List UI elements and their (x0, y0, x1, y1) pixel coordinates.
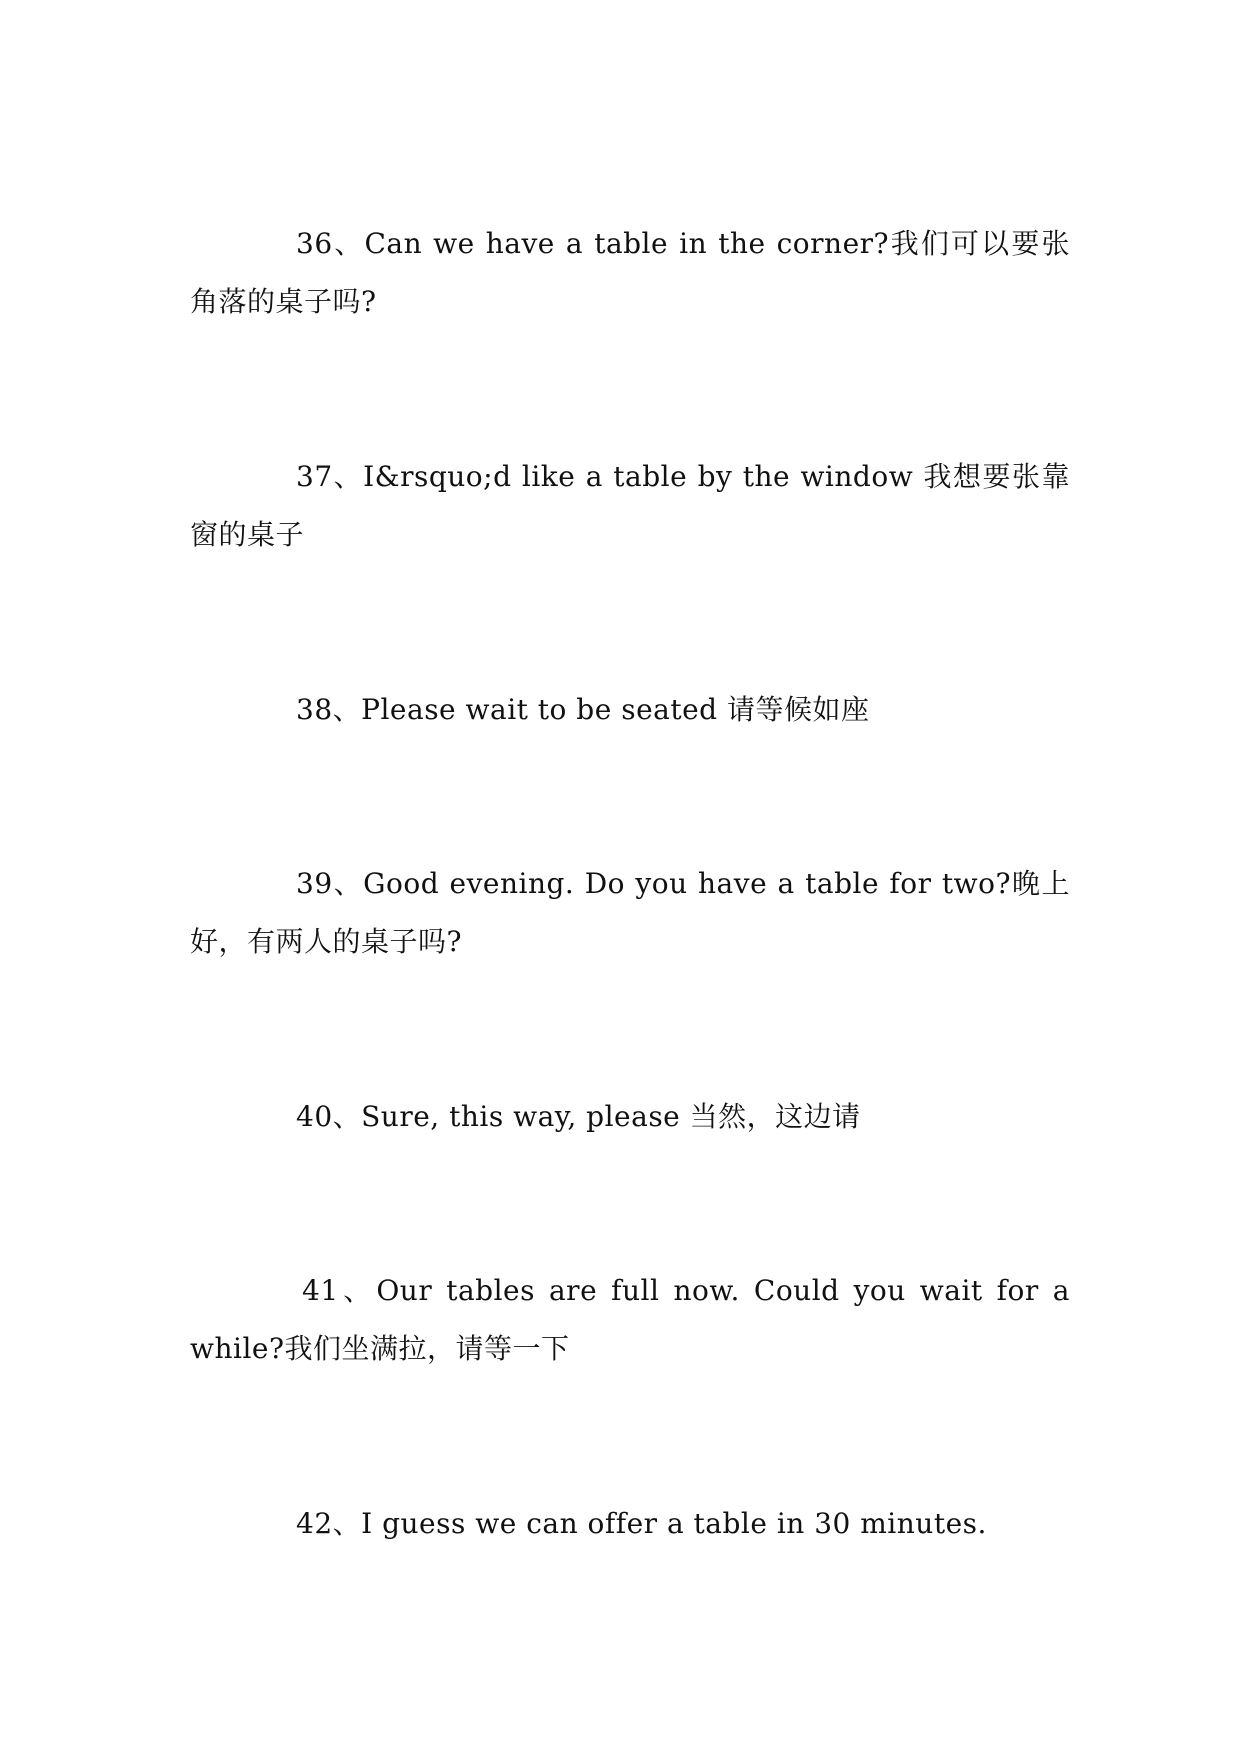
phrase-paragraph-37: 37、I&rsquo;d like a table by the window 我想要张靠窗的桌子 (190, 460, 1070, 551)
phrase-paragraph-38: 38、Please wait to be seated 请等候如座 (296, 693, 870, 726)
phrase-paragraph-36: 36、Can we have a table in the corner?我们可以要张角落的桌子吗? (190, 227, 1070, 318)
phrase-paragraph-39: 39、Good evening. Do you have a table for two?晚上好，有两人的桌子吗? (190, 867, 1070, 958)
phrase-paragraph-41: 41、Our tables are full now. Could you wait for a while?我们坐满拉，请等一下 (190, 1274, 1070, 1365)
phrase-paragraph-42: 42、I guess we can offer a table in 30 minutes. (296, 1507, 987, 1540)
phrase-paragraph-40: 40、Sure, this way, please 当然，这边请 (296, 1100, 861, 1133)
